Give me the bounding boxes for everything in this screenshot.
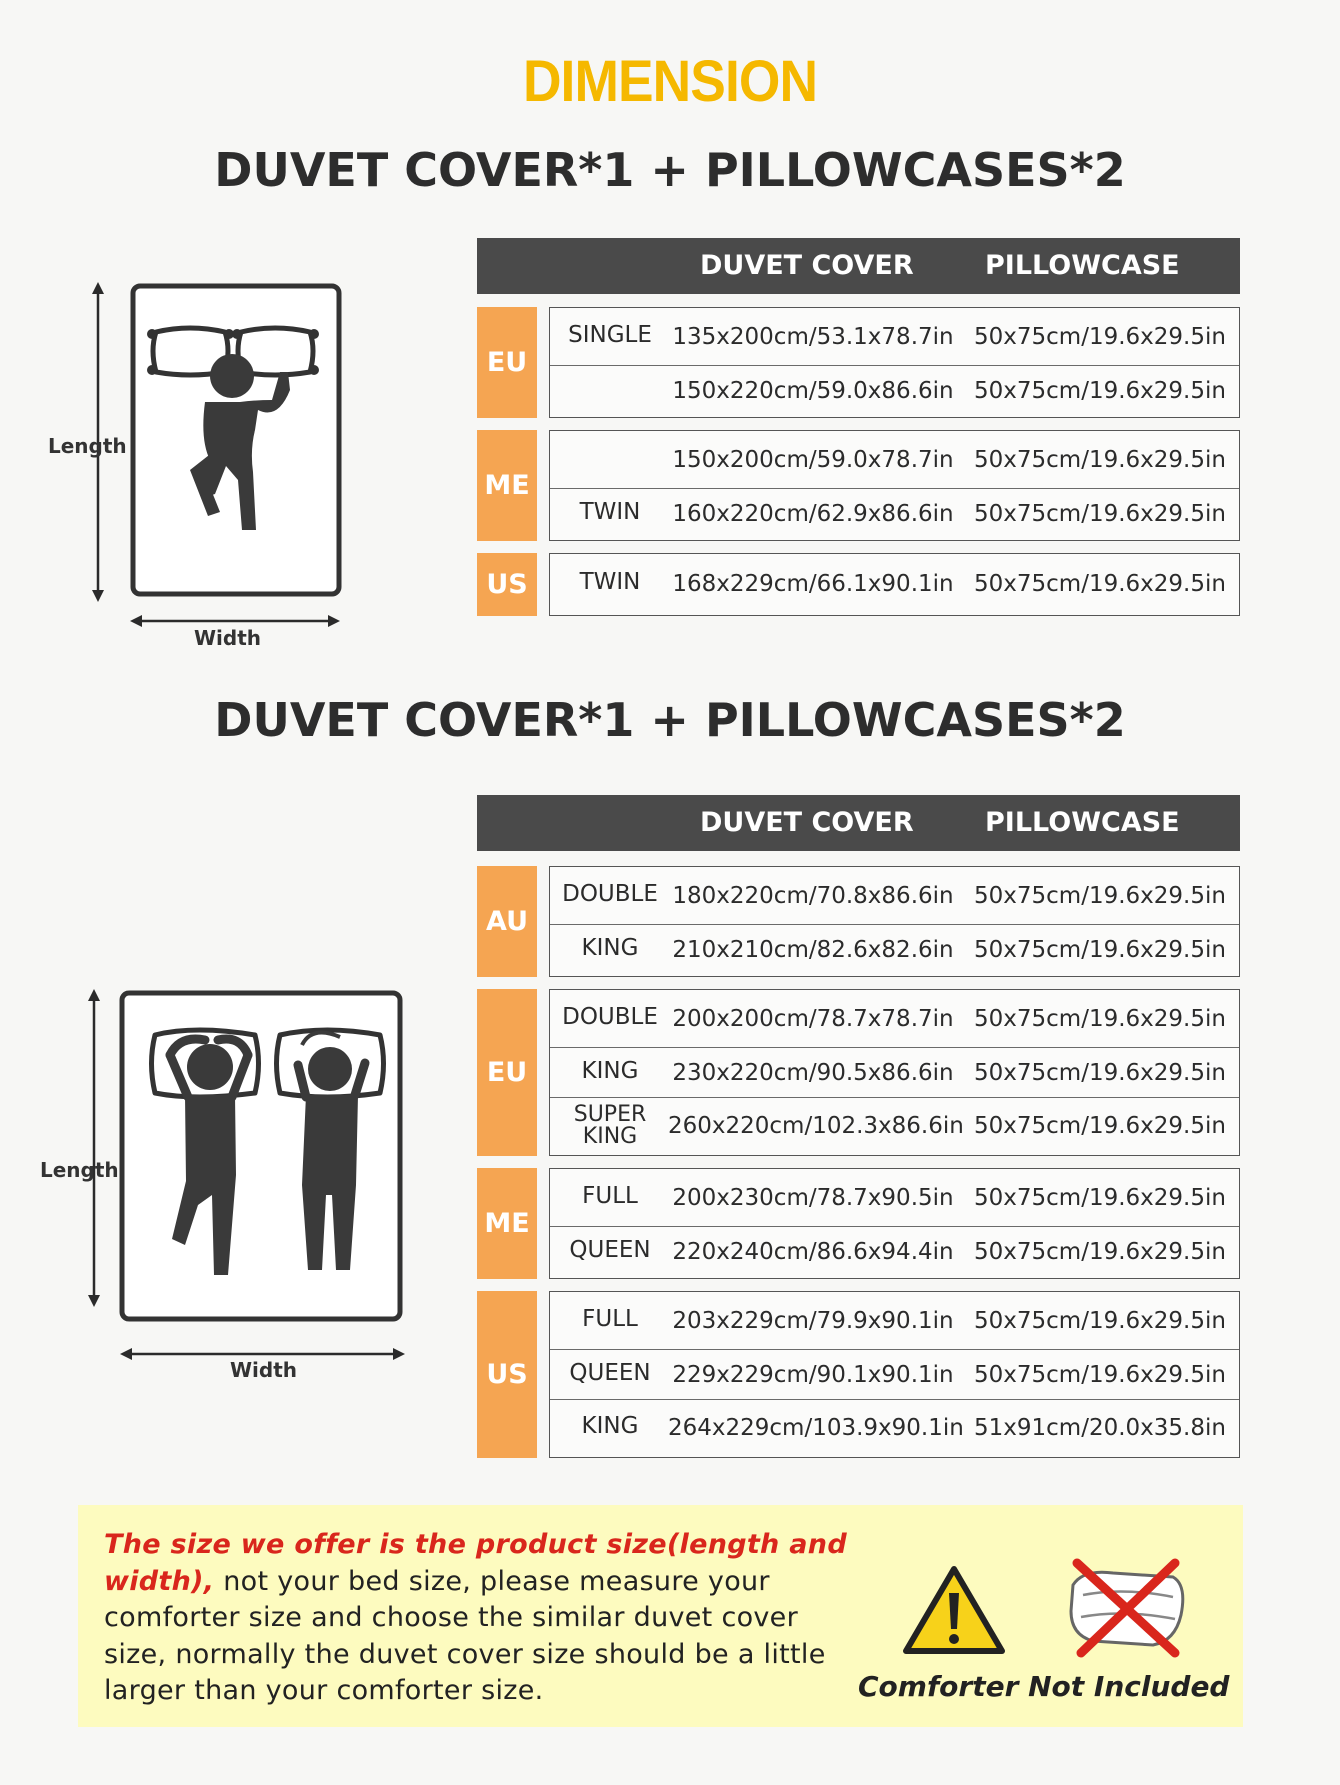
cell-duvet: 180x220cm/70.8x86.6in: [672, 882, 954, 909]
table-row: [550, 308, 1239, 366]
cell-duvet: 200x200cm/78.7x78.7in: [672, 1005, 954, 1032]
table-row: [550, 1350, 1239, 1400]
cell-pillow: 50x75cm/19.6x29.5in: [974, 500, 1226, 527]
size-group-au: [549, 866, 1240, 977]
size-group-us: [549, 553, 1240, 616]
table-row: [550, 990, 1239, 1048]
table-row: [550, 867, 1239, 925]
cell-duvet: 168x229cm/66.1x90.1in: [672, 570, 954, 597]
table-row: [550, 1227, 1239, 1277]
width-label-1: Width: [194, 626, 262, 650]
cell-size: QUEEN: [569, 1359, 651, 1386]
cell-size: TWIN: [579, 568, 641, 595]
size-group-eu: [549, 307, 1240, 418]
cell-pillow: 50x75cm/19.6x29.5in: [974, 1238, 1226, 1265]
region-label-us: US: [477, 553, 537, 616]
cell-duvet: 260x220cm/102.3x86.6in: [668, 1112, 964, 1139]
cell-pillow: 50x75cm/19.6x29.5in: [974, 1307, 1226, 1334]
width-label-2: Width: [230, 1358, 298, 1382]
cell-duvet: 203x229cm/79.9x90.1in: [672, 1307, 954, 1334]
table-header-2: [477, 795, 1240, 851]
width-arrow-1: [130, 612, 340, 624]
table-row: [550, 554, 1239, 614]
cell-size: QUEEN: [569, 1236, 651, 1263]
cell-pillow: 50x75cm/19.6x29.5in: [974, 1112, 1226, 1139]
region-label-me: ME: [477, 430, 537, 541]
region-label-eu: EU: [477, 307, 537, 418]
cell-pillow: 50x75cm/19.6x29.5in: [974, 377, 1226, 404]
region-label-us: US: [477, 1291, 537, 1458]
header-pillow: PILLOWCASE: [985, 807, 1180, 838]
length-label-1: Length: [48, 434, 127, 458]
size-group-me: [549, 430, 1240, 541]
cell-size: DOUBLE: [562, 880, 658, 907]
single-bed-diagram: [40, 280, 360, 660]
size-group-us: [549, 1291, 1240, 1458]
cell-size: KING: [581, 1412, 639, 1439]
cell-duvet: 264x229cm/103.9x90.1in: [668, 1414, 964, 1441]
notice-box: [78, 1505, 1243, 1727]
table-row: [550, 1400, 1239, 1456]
size-group-eu: [549, 989, 1240, 1156]
table-row: [550, 366, 1239, 416]
length-label-2: Length: [40, 1158, 119, 1182]
table-row: [550, 925, 1239, 975]
cell-duvet: 150x220cm/59.0x86.6in: [672, 377, 954, 404]
warning-triangle-icon: [902, 1565, 1006, 1657]
cell-duvet: 220x240cm/86.6x94.4in: [672, 1238, 954, 1265]
cell-pillow: 50x75cm/19.6x29.5in: [974, 1361, 1226, 1388]
cell-duvet: 230x220cm/90.5x86.6in: [672, 1059, 954, 1086]
cell-duvet: 150x200cm/59.0x78.7in: [672, 446, 954, 473]
cell-size: FULL: [582, 1305, 638, 1332]
cell-duvet: 229x229cm/90.1x90.1in: [672, 1361, 954, 1388]
cell-size: SINGLE: [568, 321, 652, 348]
table-row: [550, 431, 1239, 489]
cell-duvet: 160x220cm/62.9x86.6in: [672, 500, 954, 527]
cell-pillow: 50x75cm/19.6x29.5in: [974, 1184, 1226, 1211]
region-label-au: AU: [477, 866, 537, 977]
comforter-not-included-label: Comforter Not Included: [858, 1670, 1230, 1703]
cell-pillow: 50x75cm/19.6x29.5in: [974, 936, 1226, 963]
header-pillow: PILLOWCASE: [985, 250, 1180, 281]
section-title-1: DUVET COVER*1 + PILLOWCASES*2: [214, 143, 1126, 197]
cell-pillow: 50x75cm/19.6x29.5in: [974, 1059, 1226, 1086]
region-label-me: ME: [477, 1168, 537, 1279]
cell-size: KING: [581, 934, 639, 961]
table-row: [550, 1292, 1239, 1350]
cell-pillow: 50x75cm/19.6x29.5in: [974, 882, 1226, 909]
table-row: [550, 489, 1239, 539]
cell-pillow: 50x75cm/19.6x29.5in: [974, 570, 1226, 597]
cell-pillow: 50x75cm/19.6x29.5in: [974, 446, 1226, 473]
cell-duvet: 135x200cm/53.1x78.7in: [672, 323, 954, 350]
notice-body: not your bed size, please measure your comforter size and choose the similar duvet cover size, normally the duvet cover size should be a little larger than your comforter size.: [104, 1565, 826, 1706]
table-row: [550, 1169, 1239, 1227]
notice-highlight: The size we offer is the product size(length and width),: [104, 1529, 847, 1597]
header-duvet: DUVET COVER: [700, 807, 914, 838]
size-group-me: [549, 1168, 1240, 1279]
cell-size: TWIN: [579, 498, 641, 525]
cell-size: DOUBLE: [562, 1003, 658, 1030]
header-duvet: DUVET COVER: [700, 250, 914, 281]
cell-pillow: 50x75cm/19.6x29.5in: [974, 1005, 1226, 1032]
table-row: [550, 1048, 1239, 1098]
cell-duvet: 200x230cm/78.7x90.5in: [672, 1184, 954, 1211]
region-label-eu: EU: [477, 989, 537, 1156]
notice-text: [104, 1527, 864, 1710]
cell-duvet: 210x210cm/82.6x82.6in: [672, 936, 954, 963]
cell-size: KING: [581, 1057, 639, 1084]
cell-pillow: 51x91cm/20.0x35.8in: [974, 1414, 1226, 1441]
width-arrow-2: [120, 1345, 405, 1357]
section-title-2: DUVET COVER*1 + PILLOWCASES*2: [214, 693, 1126, 747]
table-header-1: [477, 238, 1240, 294]
table-row: [550, 1098, 1239, 1154]
cell-size: FULL: [582, 1182, 638, 1209]
cell-size: SUPER KING: [573, 1102, 647, 1149]
crossed-out-comforter-icon: [1063, 1555, 1193, 1660]
page-title: DIMENSION: [522, 49, 818, 114]
cell-pillow: 50x75cm/19.6x29.5in: [974, 323, 1226, 350]
